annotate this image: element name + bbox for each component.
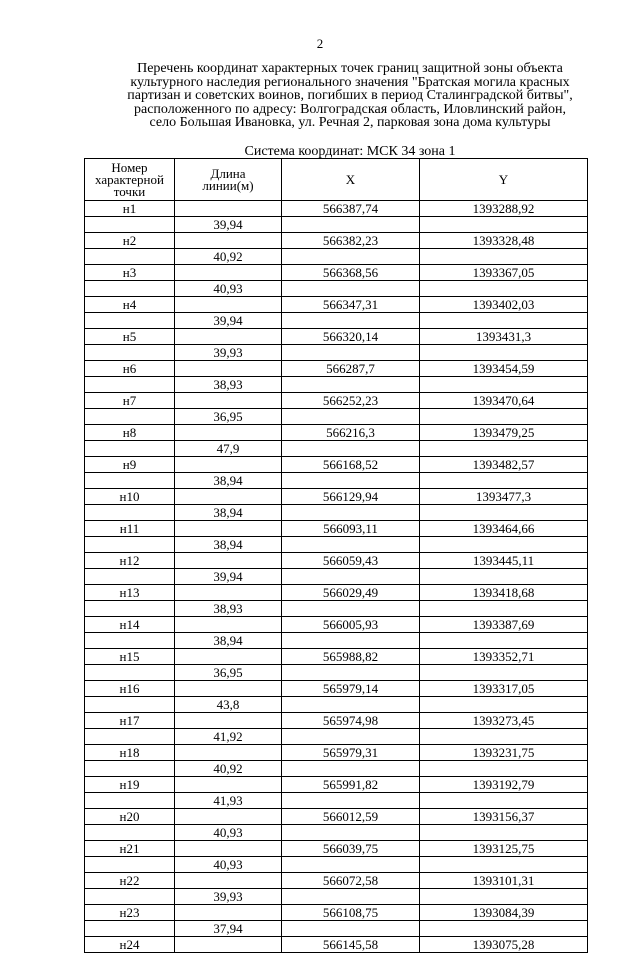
table-row <box>85 521 588 537</box>
length-row <box>85 377 588 393</box>
point-spacer-cell <box>85 921 175 937</box>
y-spacer-cell <box>420 217 588 233</box>
length-spacer-cell <box>175 841 282 857</box>
x-cell: 565991,82 <box>282 777 420 793</box>
x-cell: 566387,74 <box>282 201 420 217</box>
x-cell: 565988,82 <box>282 649 420 665</box>
length-cell: 43,8 <box>175 697 282 713</box>
length-cell: 39,94 <box>175 313 282 329</box>
x-cell: 566168,52 <box>282 457 420 473</box>
point-spacer-cell <box>85 441 175 457</box>
point-name-cell: н5 <box>85 329 175 345</box>
length-row <box>85 857 588 873</box>
table-row <box>85 233 588 249</box>
x-spacer-cell <box>282 537 420 553</box>
y-cell: 1393288,92 <box>420 201 588 217</box>
x-spacer-cell <box>282 633 420 649</box>
length-row <box>85 473 588 489</box>
header-point-number: Номер характерной точки <box>85 159 175 201</box>
length-cell: 39,93 <box>175 345 282 361</box>
y-spacer-cell <box>420 697 588 713</box>
x-cell: 566072,58 <box>282 873 420 889</box>
length-row <box>85 441 588 457</box>
y-cell: 1393231,75 <box>420 745 588 761</box>
x-spacer-cell <box>282 569 420 585</box>
length-row <box>85 697 588 713</box>
y-cell: 1393352,71 <box>420 649 588 665</box>
y-spacer-cell <box>420 345 588 361</box>
table-body <box>85 201 588 953</box>
point-name-cell: н7 <box>85 393 175 409</box>
y-cell: 1393418,68 <box>420 585 588 601</box>
header-y: Y <box>420 159 588 201</box>
point-name-cell: н23 <box>85 905 175 921</box>
y-spacer-cell <box>420 281 588 297</box>
y-spacer-cell <box>420 409 588 425</box>
length-spacer-cell <box>175 809 282 825</box>
point-name-cell: н12 <box>85 553 175 569</box>
y-cell: 1393470,64 <box>420 393 588 409</box>
point-name-cell: н15 <box>85 649 175 665</box>
length-row <box>85 249 588 265</box>
length-row <box>85 921 588 937</box>
x-spacer-cell <box>282 889 420 905</box>
length-cell: 47,9 <box>175 441 282 457</box>
point-spacer-cell <box>85 537 175 553</box>
length-cell: 38,94 <box>175 633 282 649</box>
length-cell: 39,93 <box>175 889 282 905</box>
y-spacer-cell <box>420 761 588 777</box>
length-spacer-cell <box>175 265 282 281</box>
length-spacer-cell <box>175 233 282 249</box>
length-spacer-cell <box>175 873 282 889</box>
length-spacer-cell <box>175 649 282 665</box>
y-cell: 1393367,05 <box>420 265 588 281</box>
x-cell: 566039,75 <box>282 841 420 857</box>
y-spacer-cell <box>420 857 588 873</box>
length-row <box>85 889 588 905</box>
y-cell: 1393084,39 <box>420 905 588 921</box>
point-name-cell: н22 <box>85 873 175 889</box>
document-title <box>100 62 600 130</box>
length-cell: 38,94 <box>175 537 282 553</box>
table-row <box>85 329 588 345</box>
point-spacer-cell <box>85 633 175 649</box>
table-row <box>85 393 588 409</box>
y-cell: 1393328,48 <box>420 233 588 249</box>
point-spacer-cell <box>85 729 175 745</box>
point-name-cell: н16 <box>85 681 175 697</box>
point-name-cell: н21 <box>85 841 175 857</box>
length-spacer-cell <box>175 361 282 377</box>
point-name-cell: н3 <box>85 265 175 281</box>
table-row <box>85 873 588 889</box>
x-cell: 566252,23 <box>282 393 420 409</box>
point-name-cell: н13 <box>85 585 175 601</box>
x-spacer-cell <box>282 377 420 393</box>
y-spacer-cell <box>420 505 588 521</box>
y-spacer-cell <box>420 665 588 681</box>
header-line-length: Длина линии(м) <box>175 159 282 201</box>
point-name-cell: н8 <box>85 425 175 441</box>
point-spacer-cell <box>85 601 175 617</box>
table-row <box>85 457 588 473</box>
table-header-row <box>85 159 588 201</box>
point-name-cell: н1 <box>85 201 175 217</box>
y-cell: 1393156,37 <box>420 809 588 825</box>
length-cell: 36,95 <box>175 665 282 681</box>
x-spacer-cell <box>282 601 420 617</box>
point-name-cell: н6 <box>85 361 175 377</box>
title-line: село Большая Ивановка, ул. Речная 2, парковая зона дома культуры <box>149 115 551 130</box>
length-cell: 38,94 <box>175 505 282 521</box>
x-spacer-cell <box>282 249 420 265</box>
point-name-cell: н20 <box>85 809 175 825</box>
point-spacer-cell <box>85 345 175 361</box>
x-spacer-cell <box>282 729 420 745</box>
length-cell: 38,93 <box>175 377 282 393</box>
x-cell: 566129,94 <box>282 489 420 505</box>
length-spacer-cell <box>175 585 282 601</box>
y-spacer-cell <box>420 441 588 457</box>
point-name-cell: н9 <box>85 457 175 473</box>
table-row <box>85 777 588 793</box>
length-row <box>85 409 588 425</box>
length-row <box>85 505 588 521</box>
y-spacer-cell <box>420 793 588 809</box>
y-cell: 1393192,79 <box>420 777 588 793</box>
length-row <box>85 313 588 329</box>
title-line: Перечень координат характерных точек границ защитной зоны объекта <box>137 61 563 76</box>
table-row <box>85 713 588 729</box>
x-spacer-cell <box>282 441 420 457</box>
table-row <box>85 585 588 601</box>
x-spacer-cell <box>282 409 420 425</box>
x-spacer-cell <box>282 761 420 777</box>
x-cell: 566059,43 <box>282 553 420 569</box>
point-spacer-cell <box>85 505 175 521</box>
x-cell: 565979,31 <box>282 745 420 761</box>
table-row <box>85 201 588 217</box>
length-row <box>85 281 588 297</box>
point-name-cell: н19 <box>85 777 175 793</box>
length-spacer-cell <box>175 681 282 697</box>
x-cell: 566320,14 <box>282 329 420 345</box>
length-row <box>85 345 588 361</box>
y-cell: 1393317,05 <box>420 681 588 697</box>
x-cell: 566287,7 <box>282 361 420 377</box>
length-spacer-cell <box>175 617 282 633</box>
point-spacer-cell <box>85 281 175 297</box>
x-spacer-cell <box>282 665 420 681</box>
x-spacer-cell <box>282 313 420 329</box>
y-cell: 1393479,25 <box>420 425 588 441</box>
coordinates-table <box>84 158 588 953</box>
point-name-cell: н17 <box>85 713 175 729</box>
table-row <box>85 617 588 633</box>
y-cell: 1393431,3 <box>420 329 588 345</box>
length-row <box>85 665 588 681</box>
y-cell: 1393454,59 <box>420 361 588 377</box>
point-spacer-cell <box>85 697 175 713</box>
x-cell: 565979,14 <box>282 681 420 697</box>
y-cell: 1393387,69 <box>420 617 588 633</box>
y-spacer-cell <box>420 569 588 585</box>
table-row <box>85 649 588 665</box>
y-cell: 1393445,11 <box>420 553 588 569</box>
point-spacer-cell <box>85 761 175 777</box>
y-spacer-cell <box>420 249 588 265</box>
point-spacer-cell <box>85 569 175 585</box>
y-spacer-cell <box>420 537 588 553</box>
point-name-cell: н24 <box>85 937 175 953</box>
y-spacer-cell <box>420 473 588 489</box>
x-cell: 566347,31 <box>282 297 420 313</box>
y-cell: 1393464,66 <box>420 521 588 537</box>
y-cell: 1393075,28 <box>420 937 588 953</box>
length-row <box>85 825 588 841</box>
point-spacer-cell <box>85 249 175 265</box>
point-spacer-cell <box>85 825 175 841</box>
y-spacer-cell <box>420 313 588 329</box>
point-spacer-cell <box>85 665 175 681</box>
x-cell: 566005,93 <box>282 617 420 633</box>
table-row <box>85 265 588 281</box>
x-cell: 566012,59 <box>282 809 420 825</box>
y-cell: 1393477,3 <box>420 489 588 505</box>
table-row <box>85 841 588 857</box>
y-spacer-cell <box>420 729 588 745</box>
length-spacer-cell <box>175 329 282 345</box>
y-cell: 1393125,75 <box>420 841 588 857</box>
length-row <box>85 633 588 649</box>
length-cell: 38,94 <box>175 473 282 489</box>
table-row <box>85 905 588 921</box>
x-spacer-cell <box>282 505 420 521</box>
header-x: X <box>282 159 420 201</box>
x-spacer-cell <box>282 281 420 297</box>
length-cell: 38,93 <box>175 601 282 617</box>
title-line: расположенного по адресу: Волгоградская область, Иловлинский район, <box>133 101 567 117</box>
length-spacer-cell <box>175 713 282 729</box>
point-spacer-cell <box>85 217 175 233</box>
table-row <box>85 745 588 761</box>
length-cell: 36,95 <box>175 409 282 425</box>
x-spacer-cell <box>282 345 420 361</box>
x-spacer-cell <box>282 825 420 841</box>
length-spacer-cell <box>175 745 282 761</box>
length-cell: 39,94 <box>175 217 282 233</box>
title-line: партизан и советских воинов, погибших в период Сталинградской битвы", <box>127 88 573 103</box>
y-cell: 1393101,31 <box>420 873 588 889</box>
length-cell: 40,92 <box>175 761 282 777</box>
length-spacer-cell <box>175 297 282 313</box>
length-cell: 39,94 <box>175 569 282 585</box>
table-row <box>85 809 588 825</box>
x-cell: 566108,75 <box>282 905 420 921</box>
point-name-cell: н10 <box>85 489 175 505</box>
length-row <box>85 217 588 233</box>
point-spacer-cell <box>85 473 175 489</box>
y-spacer-cell <box>420 825 588 841</box>
length-cell: 40,93 <box>175 281 282 297</box>
y-spacer-cell <box>420 601 588 617</box>
length-spacer-cell <box>175 425 282 441</box>
table-row <box>85 681 588 697</box>
length-cell: 40,92 <box>175 249 282 265</box>
x-cell: 566216,3 <box>282 425 420 441</box>
x-spacer-cell <box>282 217 420 233</box>
point-spacer-cell <box>85 377 175 393</box>
x-spacer-cell <box>282 857 420 873</box>
x-cell: 566093,11 <box>282 521 420 537</box>
x-cell: 566145,58 <box>282 937 420 953</box>
x-spacer-cell <box>282 921 420 937</box>
point-spacer-cell <box>85 857 175 873</box>
title-line: культурного наследия регионального значения "Братская могила красных <box>130 74 570 90</box>
length-cell: 41,93 <box>175 793 282 809</box>
length-cell: 37,94 <box>175 921 282 937</box>
length-row <box>85 537 588 553</box>
y-cell: 1393482,57 <box>420 457 588 473</box>
length-spacer-cell <box>175 553 282 569</box>
x-cell: 566368,56 <box>282 265 420 281</box>
table-row <box>85 553 588 569</box>
length-spacer-cell <box>175 457 282 473</box>
point-name-cell: н14 <box>85 617 175 633</box>
length-row <box>85 761 588 777</box>
point-name-cell: н2 <box>85 233 175 249</box>
x-cell: 566382,23 <box>282 233 420 249</box>
y-cell: 1393402,03 <box>420 297 588 313</box>
point-spacer-cell <box>85 793 175 809</box>
page-number: 2 <box>316 36 324 51</box>
length-row <box>85 793 588 809</box>
length-cell: 40,93 <box>175 825 282 841</box>
point-name-cell: н18 <box>85 745 175 761</box>
x-spacer-cell <box>282 793 420 809</box>
table-row <box>85 425 588 441</box>
length-cell: 40,93 <box>175 857 282 873</box>
x-cell: 566029,49 <box>282 585 420 601</box>
length-spacer-cell <box>175 905 282 921</box>
point-spacer-cell <box>85 313 175 329</box>
length-spacer-cell <box>175 777 282 793</box>
table-row <box>85 297 588 313</box>
length-cell: 41,92 <box>175 729 282 745</box>
y-spacer-cell <box>420 889 588 905</box>
point-name-cell: н11 <box>85 521 175 537</box>
length-row <box>85 601 588 617</box>
length-spacer-cell <box>175 489 282 505</box>
length-spacer-cell <box>175 201 282 217</box>
length-spacer-cell <box>175 393 282 409</box>
length-row <box>85 569 588 585</box>
point-spacer-cell <box>85 889 175 905</box>
table-row <box>85 489 588 505</box>
y-spacer-cell <box>420 377 588 393</box>
y-spacer-cell <box>420 921 588 937</box>
y-cell: 1393273,45 <box>420 713 588 729</box>
point-spacer-cell <box>85 409 175 425</box>
length-spacer-cell <box>175 937 282 953</box>
length-row <box>85 729 588 745</box>
x-cell: 565974,98 <box>282 713 420 729</box>
length-spacer-cell <box>175 521 282 537</box>
table-row <box>85 361 588 377</box>
y-spacer-cell <box>420 633 588 649</box>
x-spacer-cell <box>282 697 420 713</box>
point-name-cell: н4 <box>85 297 175 313</box>
coordinate-system-label: Система координат: МСК 34 зона 1 <box>244 144 456 159</box>
x-spacer-cell <box>282 473 420 489</box>
table-row <box>85 937 588 953</box>
